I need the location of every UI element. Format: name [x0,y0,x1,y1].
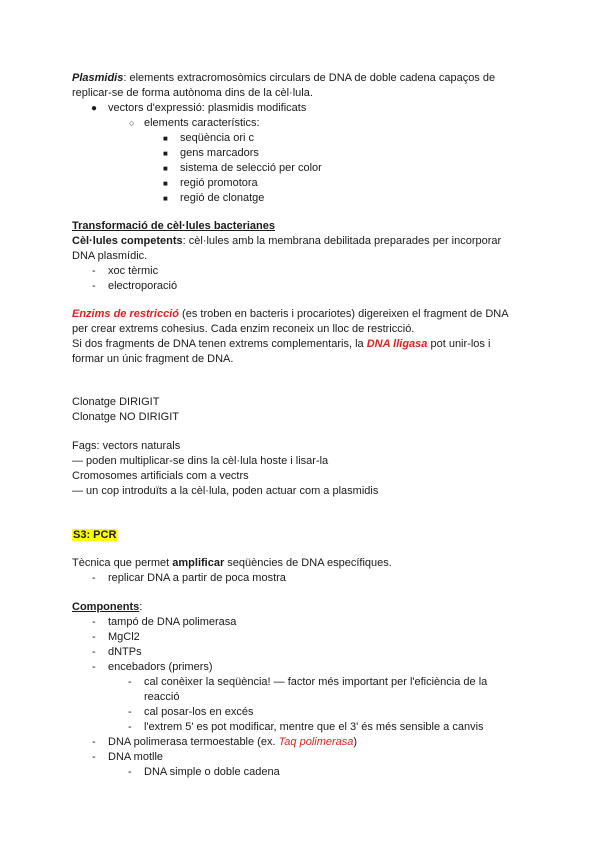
bullet-marker: - [92,661,96,673]
list-item: cal conèixer la seqüència! — factor més important per l'eficiència de la [144,676,488,688]
bullet-marker: - [128,721,132,733]
list-item: DNA simple o doble cadena [144,766,280,778]
bullet-marker: - [92,572,96,584]
vectors-line2: — poden multiplicar-se dins la cèl·lula hoste i lisar-la [72,455,329,467]
bullet-marker: - [92,631,96,643]
list-item: seqüència ori c [180,132,254,144]
enzims-term: Enzims de restricció [72,308,179,320]
vectors-line1: Fags: vectors naturals [72,440,181,452]
list-item: cal posar-los en excés [144,706,254,718]
pcr-heading: S3: PCR [73,529,117,541]
competent-cells-term: Cèl·lules competents [72,235,183,247]
list-item: sistema de selecció per color [180,162,322,174]
list-item: DNA motlle [108,751,164,763]
list-item: gens marcadors [180,147,259,159]
bullet-marker: ○ [129,118,135,128]
transformacio-heading: Transformació de cèl·lules bacterianes [72,220,275,232]
plasmids-bullet: vectors d'expressió: plasmidis modificats [108,102,307,114]
list-item: encebadors (primers) [108,661,213,673]
list-item: DNA polimerasa termoestable (ex. Taq polimerasa) [108,736,358,748]
bullet-marker: ■ [163,149,168,158]
competent-cells-line2: DNA plasmídic. [72,250,148,262]
enzims-line4: formar un únic fragment de DNA. [72,353,234,365]
lligasa-term: DNA lligasa [366,338,428,350]
bullet-marker: - [128,706,132,718]
bullet-marker: - [128,766,132,778]
enzims-line2: per crear extrems cohesius. Cada enzim reconeix un lloc de restricció. [72,323,415,335]
bullet-marker: - [92,646,96,658]
list-item: xoc tèrmic [108,265,159,277]
plasmids-definition-line1: Plasmidis: elements extracromosòmics circulars de DNA de doble cadena capaços de [72,72,496,84]
list-item: MgCl2 [108,631,140,643]
list-item: electroporació [108,280,178,292]
bullet-marker: ■ [163,134,168,143]
list-item: reacció [144,691,180,703]
plasmids-definition-line2: replicar-se de forma autònoma dins de la cèl·lula. [72,87,313,99]
bullet-marker: - [92,736,96,748]
vectors-line3: Cromosomes artificials com a vectrs [72,470,249,482]
list-item: dNTPs [108,646,142,658]
bullet-marker: - [92,751,96,763]
bullet-marker: - [128,676,132,688]
list-item: l'extrem 5' es pot modificar, mentre que el 3' és més sensible a canvis [144,721,484,733]
bullet-marker: - [92,265,96,277]
bullet-marker: - [92,616,96,628]
list-item: replicar DNA a partir de poca mostra [108,572,286,584]
bullet-marker: ■ [163,179,168,188]
plasmids-sub-bullet: elements característics: [144,117,260,129]
list-item: tampó de DNA polimerasa [108,616,237,628]
pcr-intro: Tècnica que permet amplificar seqüències de DNA específiques. [72,557,392,569]
bullet-marker: ● [91,103,98,114]
bullet-marker: ■ [163,194,168,203]
enzims-line1: Enzims de restricció (es troben en bacteris i procariotes) digereixen el fragment de DNA [72,308,509,320]
list-item: regió de clonatge [180,192,265,204]
clonatge-dirigit: Clonatge DIRIGIT [72,396,160,408]
taq-term: Taq polimerasa [278,736,354,748]
vectors-line4: — un cop introduïts a la cèl·lula, poden actuar com a plasmidis [72,485,379,497]
clonatge-no-dirigit: Clonatge NO DIRIGIT [72,411,179,423]
plasmids-term: Plasmidis [72,72,124,84]
components-heading: Components: [72,601,143,613]
list-item: regió promotora [180,177,258,189]
bullet-marker: ■ [163,164,168,173]
enzims-line3: Si dos fragments de DNA tenen extrems complementaris, la DNA lligasa pot unir-los i [72,338,491,350]
competent-cells-line1: Cèl·lules competents: cèl·lules amb la membrana debilitada preparades per incorporar [72,235,502,247]
bullet-marker: - [92,280,96,292]
